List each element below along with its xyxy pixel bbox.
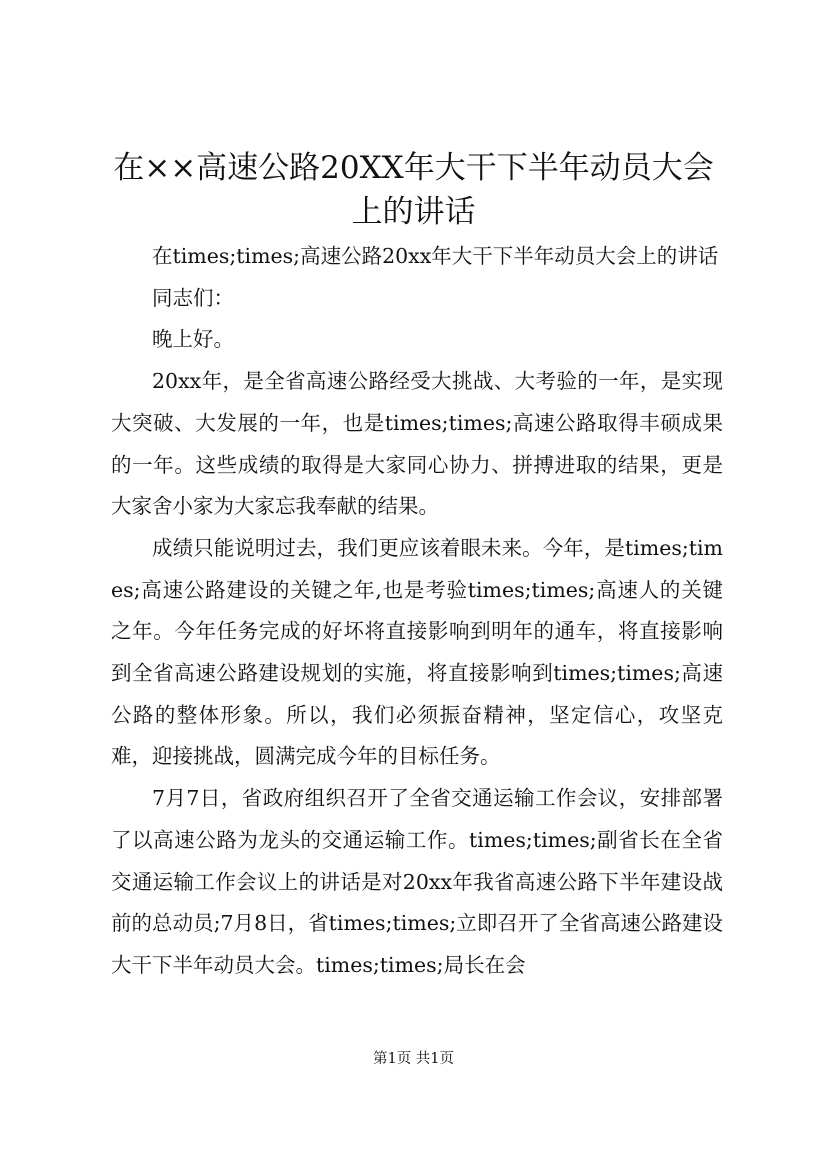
paragraph-achievements: 20xx年，是全省高速公路经受大挑战、大考验的一年，是实现大突破、大发展的一年，也是times;times;高速公路取得丰硕成果的一年。这些成绩的取得是大家同心协力、拼搏进取的结果，更是大家舍小家为大家忘我奉献的结果。 xyxy=(111,369,723,519)
paragraph-heading-repeat: 在times;times;高速公路20xx年大干下半年动员大会上的讲话 xyxy=(152,244,719,268)
document-body xyxy=(111,236,723,987)
paragraph-greeting: 晚上好。 xyxy=(152,327,234,352)
paragraph-meeting: 7月7日，省政府组织召开了全省交通运输工作会议，安排部署了以高速公路为龙头的交通运输工作。times;times;副省长在全省交通运输工作会议上的讲话是对20xx年我省高速公路下半年建设战前的总动员;7月8日，省times;times;立即召开了全省高速公路建设大干下半年动员大会。times;times;局长在会 xyxy=(111,786,723,977)
paragraph-salutation: 同志们： xyxy=(152,285,234,310)
page-footer: 第1页 共1页 xyxy=(372,1051,455,1067)
document-title: 在××高速公路20XX年大干下半年动员大会上的讲话 xyxy=(113,150,714,230)
paragraph-future: 成绩只能说明过去，我们更应该着眼未来。今年，是times;times;高速公路建设的关键之年,也是考验times;times;高速人的关键之年。今年任务完成的好坏将直接影响到明年的通车，将直接影响到全省高速公路建设规划的实施，将直接影响到times;times;高速公路的整体形象。所以，我们必须振奋精神，坚定信心，攻坚克难，迎接挑战，圆满完成今年的目标任务。 xyxy=(111,535,723,769)
